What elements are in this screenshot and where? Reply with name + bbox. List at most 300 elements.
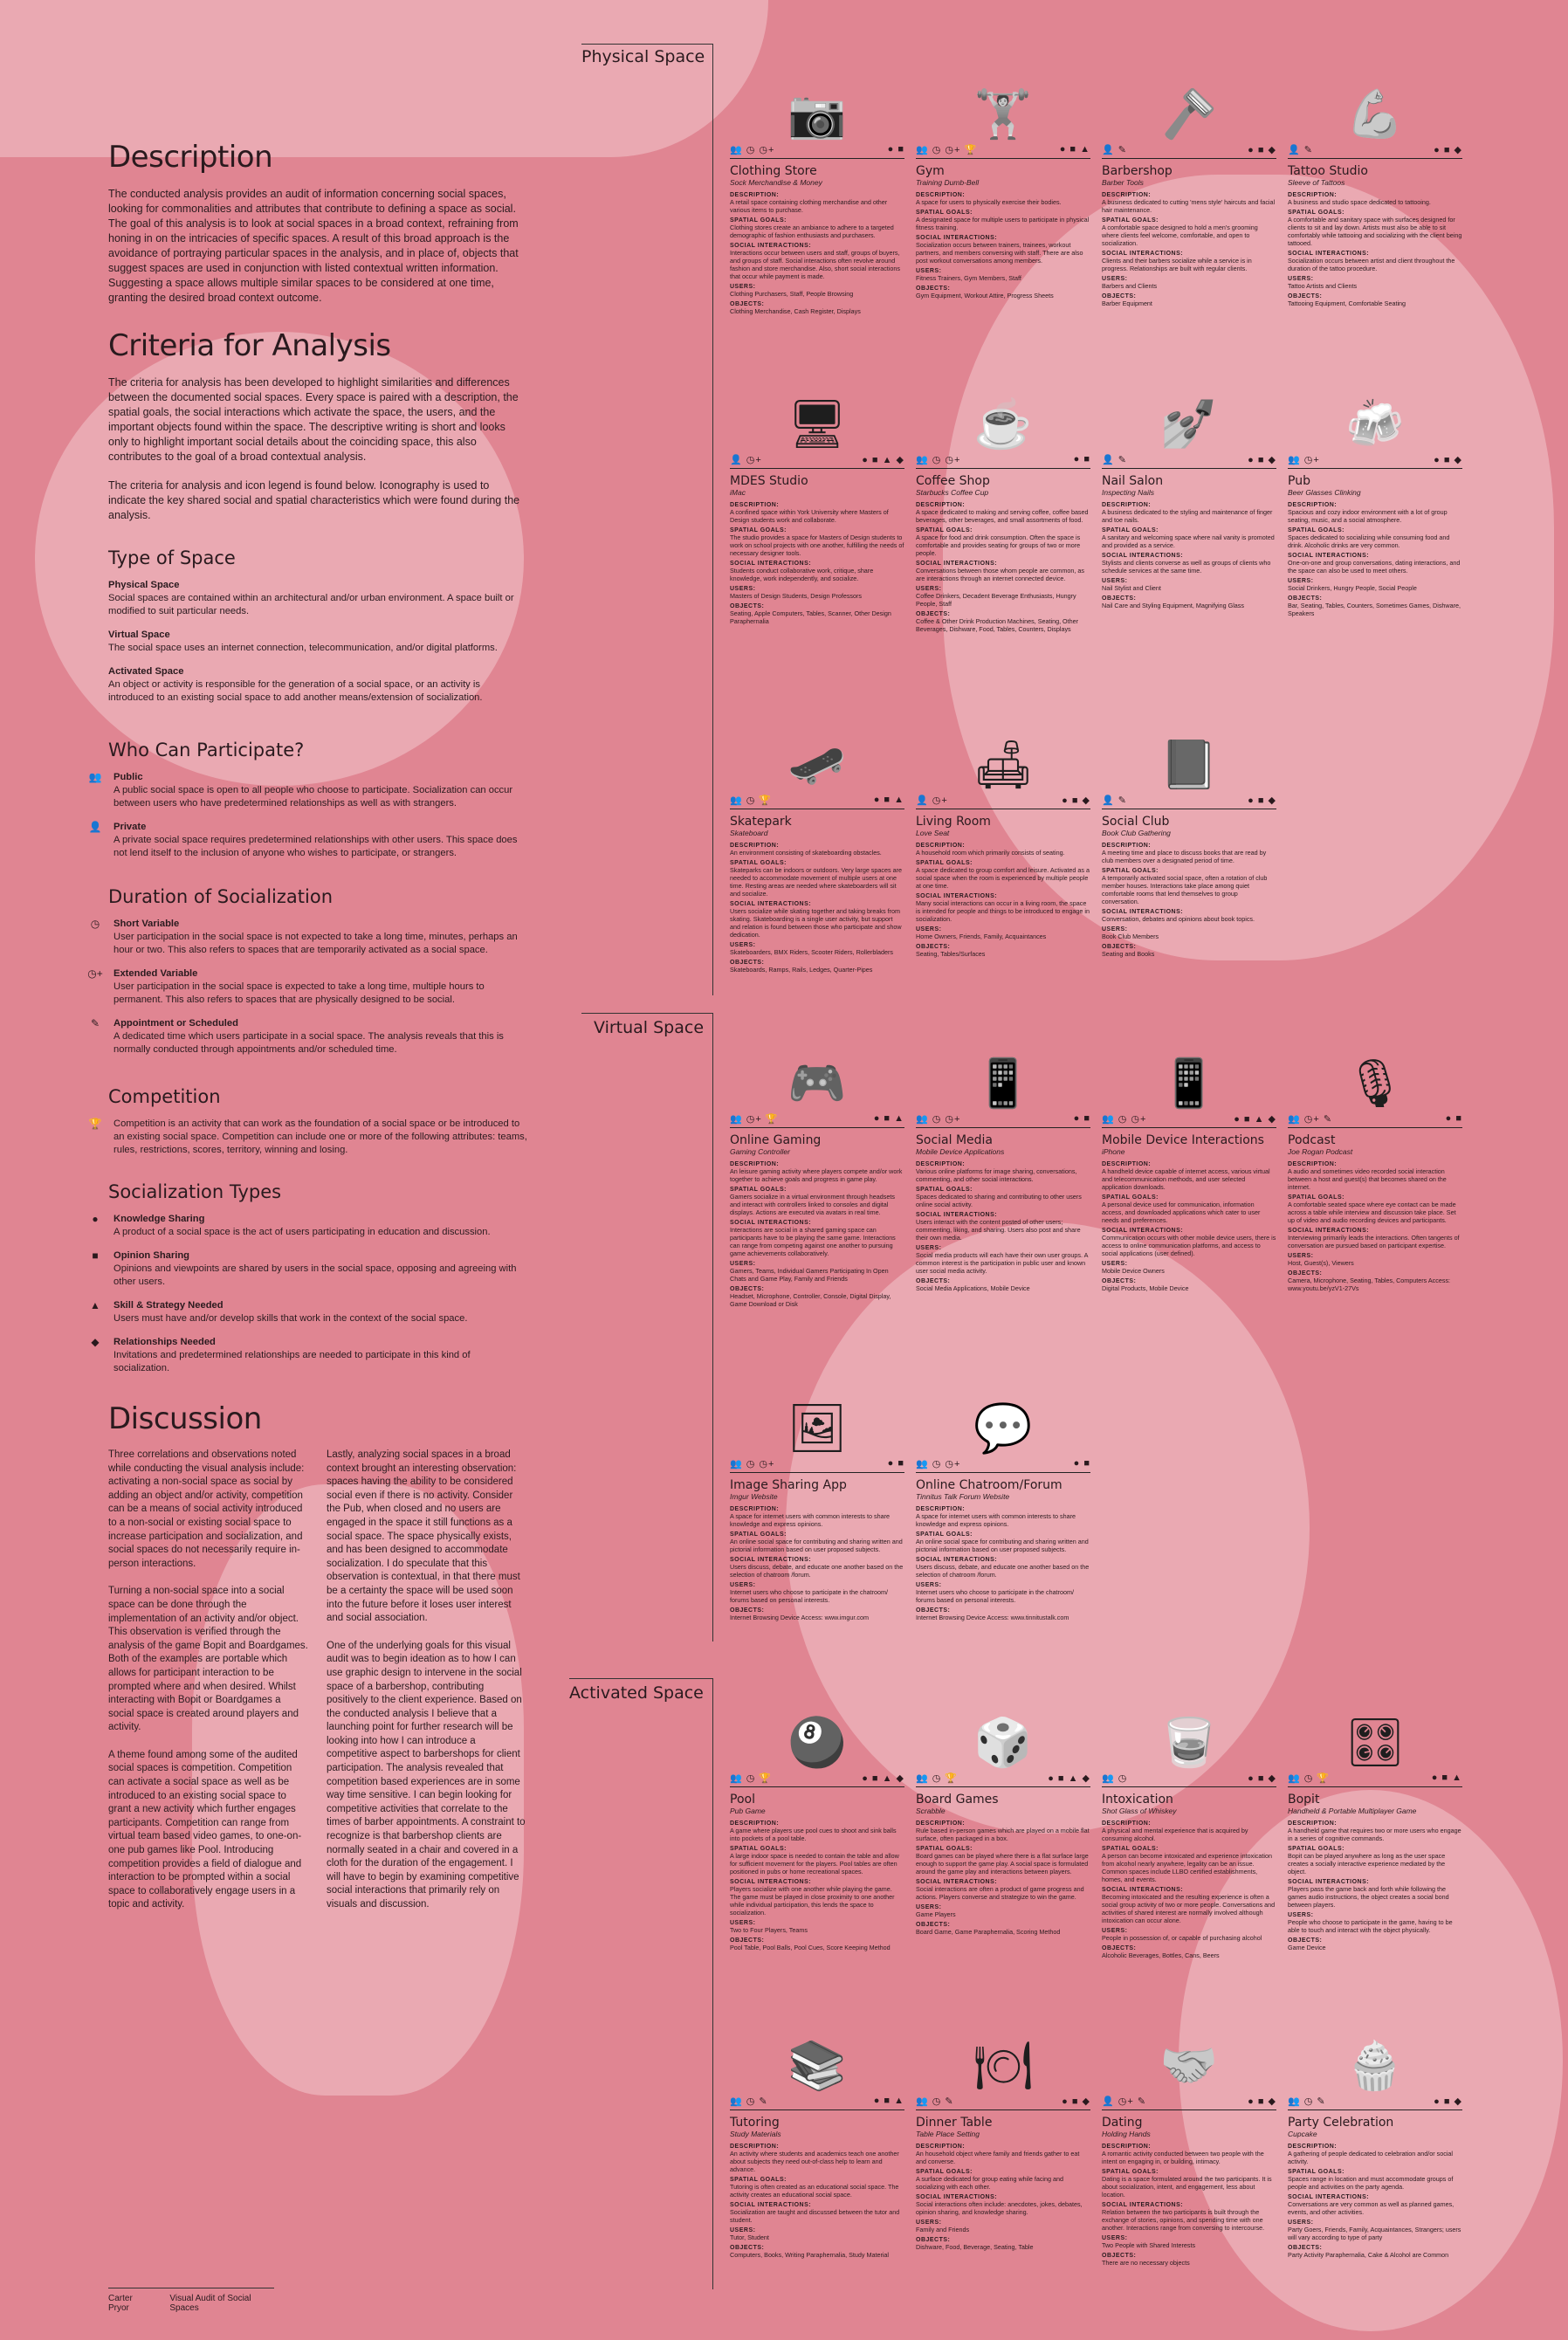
card-icons-left: 👥 ◷ ◷+: [730, 145, 775, 155]
card-value: Camera, Microphone, Seating, Tables, Computers Access: www.youtu.be/yzV1-27Vs: [1288, 1277, 1451, 1292]
legend-item: [88, 771, 527, 810]
card-title: Pool: [730, 1793, 755, 1807]
card-label: OBJECTS:: [730, 2245, 765, 2251]
section-virtual: Virtual Space: [594, 1018, 705, 1037]
card-icons-right: ● ■ ◆: [1248, 795, 1276, 806]
card-value: Pool Table, Pool Balls, Pool Cues, Score Keeping Method: [730, 1944, 891, 1951]
card-label: OBJECTS:: [1288, 1270, 1323, 1277]
card-value: Users socialize while skating together and taking breaks from skating. Skateboarding is a single user activity, but support and relation is found between those who participate and show dedication.: [730, 907, 902, 939]
card-icons-right: ● ■ ◆: [1248, 455, 1276, 465]
card-label: SOCIAL INTERACTIONS:: [730, 1220, 812, 1226]
public-icon: 👥: [88, 771, 102, 783]
type-name: Activated Space: [108, 666, 184, 677]
card-icons-left: 👥 ◷ 🏆: [1288, 1773, 1331, 1784]
card-title: Coffee Shop: [916, 474, 990, 488]
legend-item: [88, 1118, 527, 1157]
card-icons-right: ● ■ ▲: [873, 795, 904, 805]
section-rule: [581, 1013, 712, 1014]
trophy-icon: 🏆: [88, 1118, 102, 1130]
card-label: OBJECTS:: [1288, 1937, 1323, 1944]
card-icons-left: 👥 ◷ ✎: [730, 2096, 768, 2107]
discussion-columns: [108, 1449, 527, 1926]
card-label: SPATIAL GOALS:: [730, 217, 787, 224]
card-value: Two to Four Players, Teams: [730, 1926, 808, 1934]
card-value: Seating and Books: [1102, 950, 1155, 958]
card-value: Party Goers, Friends, Family, Acquaintances, Strangers; users will vary according to type of party: [1288, 2226, 1461, 2241]
participate-title: Who Can Participate?: [108, 740, 305, 760]
card-subtitle: Love Seat: [916, 829, 950, 837]
card-value: Dating is a space formulated around the two participants. It is about socialization, intent, and engagement, less about location.: [1102, 2175, 1272, 2199]
card-icons-left: 👤 ✎: [1102, 795, 1127, 806]
card-label: OBJECTS:: [1102, 293, 1137, 299]
card-label: OBJECTS:: [730, 1937, 765, 1944]
card-label: SOCIAL INTERACTIONS:: [730, 1557, 812, 1563]
card-value: Internet users who choose to participate in the chatroom/ forums based on personal interests.: [730, 1588, 888, 1604]
card-icons-left: 👤 ◷+: [916, 795, 948, 806]
space-card: [916, 1676, 1090, 1936]
card-label: SOCIAL INTERACTIONS:: [730, 1879, 812, 1885]
card-value: The studio provides a space for Masters of Design students to work on school projects with one another, fulfilling the needs of necessary designer tools.: [730, 533, 904, 557]
card-value: A surface dedicated for group eating while facing and socializing with each other.: [916, 2175, 1064, 2191]
card-icons-right: ● ■ ◆: [1062, 2096, 1090, 2107]
card-icons-right: ● ■ ◆: [1248, 1773, 1276, 1784]
card-value: Skateboarders, BMX Riders, Scooter Riders, Rollerbladers: [730, 948, 893, 956]
card-value: Conversations are very common as well as planned games, events, and other activities.: [1288, 2200, 1455, 2216]
card-image: [1102, 699, 1276, 793]
card-title: Dating: [1102, 2116, 1143, 2130]
type-text: The social space uses an internet connection, telecommunication, and/or digital platforms.: [108, 643, 498, 653]
card-image: [1102, 1999, 1276, 2094]
legend-name: Appointment or Scheduled: [113, 1018, 238, 1029]
card-value: A large indoor space is needed to contain the table and allow for sufficient movement for the players. Pool tables are often positioned in pubs or home recreational spaces.: [730, 1852, 899, 1875]
card-label: USERS:: [1288, 1912, 1314, 1918]
card-label: SOCIAL INTERACTIONS:: [1288, 553, 1370, 559]
card-value: There are no necessary objects: [1102, 2259, 1190, 2267]
card-value: Computers, Books, Writing Paraphernalia, Study Material: [730, 2251, 890, 2259]
card-icon-row: [730, 142, 904, 159]
card-icon-row: [730, 793, 904, 809]
card-label: SOCIAL INTERACTIONS:: [1288, 1228, 1370, 1234]
card-label: USERS:: [730, 586, 756, 592]
card-value: Users discuss, debate, and educate one another based on the selection of chatroom /forum.: [916, 1563, 1090, 1579]
card-image: [1288, 1017, 1462, 1112]
card-icons-right: ● ■: [1445, 1113, 1462, 1124]
legend-name: Skill & Strategy Needed: [113, 1300, 224, 1311]
card-icons-left: 👤 ◷+ ✎: [1102, 2096, 1147, 2107]
card-value: Board games can be played where there is a flat surface large enough to support the game play. A social space is formulated around the game play and interactions between players.: [916, 1852, 1089, 1875]
space-card: [916, 48, 1090, 299]
legend-name: Short Variable: [113, 919, 180, 929]
type-item: [108, 665, 527, 705]
card-label: USERS:: [1288, 1253, 1314, 1259]
card-label: SOCIAL INTERACTIONS:: [916, 893, 998, 899]
card-value: Gamers, Teams, Individual Gamers Participating In Open Chats and Game Play, Family and Friends: [730, 1267, 889, 1283]
card-value: Clothing Purchasers, Staff, People Browsing: [730, 290, 854, 298]
card-value: Alcoholic Beverages, Bottles, Cans, Beers: [1102, 1951, 1220, 1959]
card-icon-row: [1288, 142, 1462, 159]
card-object-icon: 💪: [1345, 88, 1405, 141]
card-value: Barber Equipment: [1102, 299, 1152, 307]
card-object-icon: 🍽: [973, 2040, 1034, 2092]
legend-text: Opinions and viewpoints are shared by users in the social space, opposing and agreeing with other users.: [113, 1263, 517, 1287]
card-value: Rule based in-person games which are played on a mobile flat surface, often packaged in a box.: [916, 1827, 1090, 1842]
legend-item: [92, 1213, 527, 1239]
card-image: [1288, 48, 1462, 142]
card-label: USERS:: [730, 1582, 756, 1588]
space-card: [730, 699, 904, 974]
section-rule: [712, 44, 713, 995]
card-value: Socialization are taught and discussed between the tutor and student.: [730, 2208, 900, 2224]
card-object-icon: 🤝: [1159, 2040, 1219, 2092]
card-label: SPATIAL GOALS:: [916, 210, 973, 216]
card-object-icon: 🎮: [787, 1057, 847, 1110]
card-value: A temporarily activated social space, often a rotation of club member houses. Interactions take place among quiet comfortable rooms that lend themselves to group conversation.: [1102, 874, 1268, 905]
card-value: A space for food and drink consumption. Often the space is comfortable and provides seating for groups of two or more people.: [916, 533, 1081, 557]
legend-text: User participation in the social space is not expected to take a long time, minutes, perhaps an hour or two. This also refers to spaces that are temporarily activated as a social space.: [113, 932, 518, 955]
card-label: USERS:: [916, 1904, 942, 1910]
card-label: DESCRIPTION:: [1288, 1820, 1338, 1827]
legend-item: [92, 1249, 527, 1289]
card-value: Spaces range in location and must accommodate groups of people and activities on the party agenda.: [1288, 2175, 1454, 2191]
card-icons-left: 👥 ◷+ ✎: [1288, 1114, 1333, 1125]
card-title: Party Celebration: [1288, 2116, 1394, 2130]
card-icons-right: ● ■: [1073, 1113, 1090, 1124]
card-label: OBJECTS:: [916, 286, 951, 292]
space-card: [730, 48, 904, 315]
card-value: Party Activity Paraphernalia, Cake & Alcohol are Common: [1288, 2251, 1449, 2259]
card-label: SPATIAL GOALS:: [916, 1187, 973, 1193]
space-card: [1102, 1999, 1276, 2267]
card-value: A comfortable seated space where eye contact can be made across a table while interview and discussion take place. Set up of video and audio recording devices and participants.: [1288, 1201, 1456, 1224]
section-activated: Activated Space: [569, 1683, 704, 1703]
card-object-icon: 📚: [787, 2040, 847, 2092]
card-label: SOCIAL INTERACTIONS:: [730, 901, 812, 907]
card-icons-right: ● ■ ▲ ◆: [1048, 1773, 1090, 1784]
card-title: Dinner Table: [916, 2116, 993, 2130]
card-subtitle: Gaming Controller: [730, 1147, 790, 1156]
card-icons-right: ● ■: [1073, 454, 1090, 465]
card-label: DESCRIPTION:: [916, 502, 966, 508]
card-label: SOCIAL INTERACTIONS:: [730, 243, 812, 249]
card-label: DESCRIPTION:: [1102, 2144, 1152, 2150]
card-label: USERS:: [1102, 1928, 1128, 1934]
card-icons-right: ● ■ ▲: [873, 2096, 904, 2106]
card-label: SPATIAL GOALS:: [1102, 527, 1159, 533]
card-subtitle: Sock Merchandise & Money: [730, 178, 822, 187]
card-title: Living Room: [916, 815, 991, 829]
card-subtitle: Skateboard: [730, 829, 768, 837]
space-card: [916, 1017, 1090, 1292]
card-value: Conversation, debates and opinions about book topics.: [1102, 915, 1255, 923]
card-value: Seating, Tables/Surfaces: [916, 950, 986, 958]
discussion-para: Three correlations and observations noted while conducting the visual analysis include: activating a non-social space as social by adding an object and/or activity, competition can be a means of social activity introduced to a non-social or existing social space to increase participation and socialization, and social spaces do not necessarily require in-person interactions.: [108, 1449, 305, 1569]
card-image: [916, 48, 1090, 142]
type-item: [108, 579, 527, 618]
card-label: USERS:: [1102, 578, 1128, 584]
card-label: SOCIAL INTERACTIONS:: [916, 1557, 998, 1563]
card-label: SPATIAL GOALS:: [1102, 2169, 1159, 2175]
card-value: Social Drinkers, Hungry People, Social People: [1288, 584, 1417, 592]
card-icon-row: [730, 452, 904, 469]
card-value: Clothing Merchandise, Cash Register, Displays: [730, 307, 861, 315]
legend-item: [90, 1017, 527, 1056]
card-title: Board Games: [916, 1793, 999, 1807]
card-value: An online social space for contributing and sharing written and pictorial information based on user proposed subjects.: [916, 1538, 1089, 1553]
card-icons-left: 👥 ◷ 🏆: [730, 795, 773, 806]
card-label: SPATIAL GOALS:: [730, 860, 787, 866]
card-object-icon: 🏋: [973, 88, 1033, 141]
card-label: OBJECTS:: [1288, 293, 1323, 299]
card-object-icon: 🛹: [787, 739, 847, 791]
card-value: Socialization occurs between trainers, trainees, workout partners, and members conversing with staff. There are also post workout conversations among members.: [916, 241, 1083, 265]
background-shape: [0, 0, 768, 157]
card-icon-row: [1102, 1771, 1276, 1787]
card-label: DESCRIPTION:: [730, 1506, 780, 1512]
discussion-para: Turning a non-social space into a social space can be done through the implementation of an activity and/or object. This observation is verified through the analysis of the game Bopit and Boardgames. Both of the examples are portable which allows for participant interaction to be prompted where and when desired. Whilst interacting with Bopit or Boardgames a social space is created around players and activity.: [108, 1586, 308, 1733]
card-icon-row: [730, 1771, 904, 1787]
card-label: OBJECTS:: [916, 611, 951, 617]
card-image: [730, 1676, 904, 1771]
card-label: USERS:: [1288, 578, 1314, 584]
card-icons-right: ● ■ ◆: [1434, 455, 1462, 465]
card-object-icon: 🍻: [1345, 398, 1405, 451]
card-value: A person can become intoxicated and experience intoxication from alcohol nearly anywhere, legality can be an issue. Common spaces include LLBO certified establishments, homes, and events.: [1102, 1852, 1272, 1883]
card-object-icon: 🎱: [787, 1717, 847, 1769]
card-label: DESCRIPTION:: [1288, 1161, 1338, 1167]
card-object-icon: 🎙: [1344, 1057, 1406, 1110]
card-value: Headset, Microphone, Controller, Console, Digital Display, Game Download or Disk: [730, 1292, 891, 1308]
card-icons-right: ● ■ ◆: [1248, 2096, 1276, 2107]
card-title: Nail Salon: [1102, 474, 1164, 488]
legend-item: [90, 918, 527, 957]
card-image: [916, 1999, 1090, 2094]
card-value: One-on-one and group conversations, dating interactions, and the space can also be used to meet others.: [1288, 559, 1461, 575]
card-value: Coffee Drinkers, Decadent Beverage Enthusiasts, Hungry People, Staff: [916, 592, 1076, 608]
card-object-icon: 💬: [973, 1402, 1033, 1455]
card-icons-left: 👥 ◷ ◷+: [916, 1459, 961, 1469]
card-object-icon: 📷: [787, 88, 847, 141]
card-icons-right: ● ■: [887, 144, 904, 155]
card-label: OBJECTS:: [1102, 595, 1137, 602]
card-icons-left: 👥 ◷ 🏆: [730, 1773, 773, 1784]
card-value: Nail Stylist and Client: [1102, 584, 1161, 592]
card-label: SPATIAL GOALS:: [1288, 210, 1344, 216]
card-icons-right: ● ■ ▲ ◆: [862, 455, 904, 465]
card-value: A audio and sometimes video recorded social interaction between a host and guest(s) that becomes shared on the internet.: [1288, 1167, 1447, 1191]
card-subtitle: Barber Tools: [1102, 178, 1144, 187]
card-label: SPATIAL GOALS:: [1102, 217, 1159, 224]
card-object-icon: 🪒: [1159, 88, 1219, 141]
card-label: DESCRIPTION:: [730, 1161, 780, 1167]
card-label: SPATIAL GOALS:: [730, 2177, 787, 2183]
card-image: [730, 1017, 904, 1112]
card-value: Bar, Seating, Tables, Counters, Sometimes Games, Dishware, Speakers: [1288, 602, 1461, 617]
footer-project: Visual Audit of Social Spaces: [169, 2294, 251, 2313]
card-value: Interactions are social in a shared gaming space can participants have to be playing the same game. Interactions can range from competing against one another to pursuing game achievements collaboratively.: [730, 1226, 896, 1257]
discussion-para: A theme found among some of the audited social spaces is competition. Competition can activate a social space as well as be introduced to an existing social space to grant a new activity which further engages participants. Competition can range from virtual team based video games, to one-on-one pub games like Pool. Introducing competition provides a field of dialogue and interaction to be prompted within a social space to collaboratively engage users in a topic and activity.: [108, 1749, 302, 1910]
card-label: DESCRIPTION:: [730, 1820, 780, 1827]
card-icon-row: [1288, 452, 1462, 469]
card-image: [916, 1017, 1090, 1112]
card-value: Internet Browsing Device Access: www.tinnitustalk.com: [916, 1614, 1069, 1621]
card-title: Barbershop: [1102, 164, 1173, 178]
card-image: [730, 48, 904, 142]
card-value: Spaces dedicated to socializing while consuming food and drink. Alcoholic drinks are very common.: [1288, 533, 1450, 549]
card-value: An leisure gaming activity where players compete and/or work together to achieve goals and progress in game play.: [730, 1167, 903, 1183]
card-object-icon: 🎛: [1344, 1717, 1406, 1769]
card-label: SPATIAL GOALS:: [916, 527, 973, 533]
card-title: Pub: [1288, 474, 1310, 488]
card-title: Clothing Store: [730, 164, 817, 178]
card-value: Family and Friends: [916, 2226, 970, 2233]
card-value: Game Device: [1288, 1944, 1326, 1951]
card-icon-row: [1102, 1112, 1276, 1128]
card-icon-row: [730, 1112, 904, 1128]
legend-text: A dedicated time which users participate in a social space. The analysis reveals that this is normally conducted through appointments and/or scheduled time.: [113, 1031, 504, 1055]
card-icons-left: 👥 ◷+: [1288, 455, 1320, 465]
card-icons-left: 👤 ✎: [1102, 145, 1127, 155]
card-label: USERS:: [916, 2220, 942, 2226]
legend-name: Public: [113, 772, 143, 782]
card-label: OBJECTS:: [1288, 2245, 1323, 2251]
card-value: Spacious and cozy indoor environment with a lot of group seating, music, and a social atmosphere.: [1288, 508, 1448, 524]
card-value: Two People with Shared Interests: [1102, 2241, 1196, 2249]
card-object-icon: ☕: [973, 398, 1033, 451]
card-icon-row: [1102, 793, 1276, 809]
card-value: Stylists and clients converse as well as groups of clients who schedule services at the same time.: [1102, 559, 1271, 575]
card-label: OBJECTS:: [916, 2237, 951, 2243]
card-subtitle: Starbucks Coffee Cup: [916, 488, 989, 497]
card-value: Tattooing Equipment, Comfortable Seating: [1288, 299, 1406, 307]
card-title: Online Gaming: [730, 1133, 822, 1147]
card-value: A business dedicated to the styling and maintenance of finger and toe nails.: [1102, 508, 1273, 524]
card-subtitle: Pub Game: [730, 1807, 766, 1815]
card-value: Barbers and Clients: [1102, 282, 1158, 290]
footer-author: Carter Pryor: [108, 2294, 133, 2313]
card-label: DESCRIPTION:: [916, 2144, 966, 2150]
space-card: [730, 1362, 904, 1621]
legend-text: A public social space is open to all people who choose to participate. Socialization can occur between users who have predetermined relationships as well as with strangers.: [113, 785, 513, 809]
discussion-para: One of the underlying goals for this visual audit was to begin ideation as to how I can use graphic design to intervene in the social space of a barbershop, contributing positively to the client experience. Based on the conducted analysis I believe that a launching point for further research will be looking into how I can introduce a competitive aspect to barbershops for client participation. The analysis revealed that competition based experiences are in some way time sensitive. I can begin looking for competitive activities that correlate to the times of barber appointments. A constraint to recognize is that barbershop clients are normally seated in a chair and covered in a cloth for the duration of the engagement. I will have to begin by examining competitive social interactions that primarily rely on visuals and discussion.: [327, 1640, 526, 1910]
card-subtitle: Scrabble: [916, 1807, 946, 1815]
legend-name: Extended Variable: [113, 968, 198, 979]
card-icons-left: 👥 ◷: [1102, 1773, 1128, 1784]
card-icon-row: [730, 1456, 904, 1473]
card-value: A gathering of people dedicated to celebration and/or social activity.: [1288, 2150, 1454, 2165]
card-value: Tattoo Artists and Clients: [1288, 282, 1358, 290]
card-title: Tattoo Studio: [1288, 164, 1368, 178]
card-value: Interviewing primarily leads the interactions. Often tangents of conversation are pursued based on participant expertise.: [1288, 1234, 1460, 1249]
card-label: USERS:: [916, 926, 942, 933]
card-value: Spaces dedicated to sharing and contributing to other users online social activity.: [916, 1193, 1082, 1208]
section-rule: [581, 44, 712, 45]
card-value: Users interact with the content posted of other users; commenting, liking, and sharing. Users also post and share their own media.: [916, 1218, 1081, 1242]
legend-item: [91, 1336, 527, 1375]
card-image: [1288, 1676, 1462, 1771]
card-title: Image Sharing App: [730, 1478, 847, 1492]
circle-icon: ●: [92, 1213, 99, 1225]
legend-name: Opinion Sharing: [113, 1250, 190, 1261]
card-image: [916, 358, 1090, 452]
card-label: SPATIAL GOALS:: [1102, 868, 1159, 874]
type-text: An object or activity is responsible for the generation of a social space, or an activity is introduced to an existing social space to add another means/extension of socialization.: [108, 679, 483, 703]
card-label: SPATIAL GOALS:: [1102, 1846, 1159, 1852]
card-value: An environment consisting of skateboarding obstacles.: [730, 849, 882, 857]
card-label: SOCIAL INTERACTIONS:: [916, 1212, 998, 1218]
card-label: DESCRIPTION:: [1288, 2144, 1338, 2150]
card-object-icon: 📱: [1159, 1057, 1219, 1110]
legend-text: Invitations and predetermined relationships are needed to participate in this kind of socialization.: [113, 1350, 471, 1373]
space-card: [730, 1017, 904, 1308]
legend-item: [87, 967, 527, 1007]
card-icons-left: 👥 ◷ ◷+: [1102, 1114, 1147, 1125]
card-label: OBJECTS:: [916, 1922, 951, 1928]
card-label: SOCIAL INTERACTIONS:: [1288, 1879, 1370, 1885]
card-value: A comfortable space designed to hold a men's grooming where clients feel welcome, comfortable, and open to socialization.: [1102, 224, 1258, 247]
card-label: USERS:: [730, 942, 756, 948]
card-subtitle: Table Place Setting: [916, 2130, 980, 2138]
card-value: A household room which primarily consists of seating.: [916, 849, 1065, 857]
card-label: SOCIAL INTERACTIONS:: [1102, 2202, 1184, 2208]
card-value: Digital Products, Mobile Device: [1102, 1284, 1189, 1292]
legend-item: [88, 821, 527, 860]
section-rule: [712, 1678, 713, 2289]
card-object-icon: 📕: [1159, 739, 1219, 791]
card-value: Various online platforms for image sharing, conversations, commenting, and other social interactions.: [916, 1167, 1077, 1183]
card-label: DESCRIPTION:: [916, 192, 966, 198]
card-label: USERS:: [916, 586, 942, 592]
card-title: Gym: [916, 164, 945, 178]
card-label: OBJECTS:: [1102, 1278, 1137, 1284]
card-label: SPATIAL GOALS:: [730, 1187, 787, 1193]
card-value: Game Players: [916, 1910, 956, 1918]
card-label: DESCRIPTION:: [916, 1161, 966, 1167]
card-value: Masters of Design Students, Design Professors: [730, 592, 863, 600]
card-label: SOCIAL INTERACTIONS:: [916, 1879, 998, 1885]
card-value: A handheld device capable of internet access, various virtual and telecommunication methods, and user selected application downloads.: [1102, 1167, 1270, 1191]
card-value: A meeting time and place to discuss books that are read by club members over a designated period of time.: [1102, 849, 1267, 864]
legend-text: A product of a social space is the act of users participating in education and discussion.: [113, 1227, 491, 1237]
criteria-text-1: The criteria for analysis has been developed to highlight similarities and differences between the documented social spaces. Every space is paired with a description, the spatial goals, the social interactions which activate the space, the users, and the important objects found within the space. The descriptive writing is short and looks only to highlight important social details about the coinciding space, this also contributes to the goal of a broad contextual analysis.: [108, 376, 519, 463]
type-text: Social spaces are contained within an architectural and/or urban environment. A space built or modified to suit particular needs.: [108, 593, 514, 616]
card-subtitle: Shot Glass of Whiskey: [1102, 1807, 1177, 1815]
card-value: Interactions occur between users and staff, groups of buyers, and groups of staff. Social interactions often revolve around fashion and store merchandise. Also, short social interactions that occur while payment is made.: [730, 249, 900, 280]
card-icons-left: 👥 ◷ ◷+: [916, 1114, 961, 1125]
space-card: [1102, 1017, 1276, 1292]
card-label: SOCIAL INTERACTIONS:: [916, 235, 998, 241]
card-value: Social interactions are often a product of game progress and actions. Players converse and strategize to win the game.: [916, 1885, 1084, 1901]
space-card: [916, 699, 1090, 958]
card-value: A confined space within York University where Masters of Design students work and collaborate.: [730, 508, 889, 524]
card-label: SOCIAL INTERACTIONS:: [1288, 251, 1370, 257]
card-value: Nail Care and Styling Equipment, Magnifying Glass: [1102, 602, 1244, 609]
card-label: DESCRIPTION:: [1102, 1820, 1152, 1827]
card-label: SOCIAL INTERACTIONS:: [1288, 2194, 1370, 2200]
type-title: Type of Space: [108, 547, 236, 568]
card-label: SOCIAL INTERACTIONS:: [1102, 909, 1184, 915]
card-image: [1102, 1017, 1276, 1112]
card-subtitle: Training Dumb-Bell: [916, 178, 980, 187]
card-subtitle: Holding Hands: [1102, 2130, 1151, 2138]
card-label: SPATIAL GOALS:: [916, 1846, 973, 1852]
card-icons-right: ● ■ ▲ ◆: [1234, 1114, 1276, 1125]
card-title: Podcast: [1288, 1133, 1336, 1147]
card-icon-row: [916, 1771, 1090, 1787]
card-label: USERS:: [916, 268, 942, 274]
card-label: USERS:: [1102, 2235, 1128, 2241]
card-label: USERS:: [1288, 2220, 1314, 2226]
card-image: [1102, 1676, 1276, 1771]
